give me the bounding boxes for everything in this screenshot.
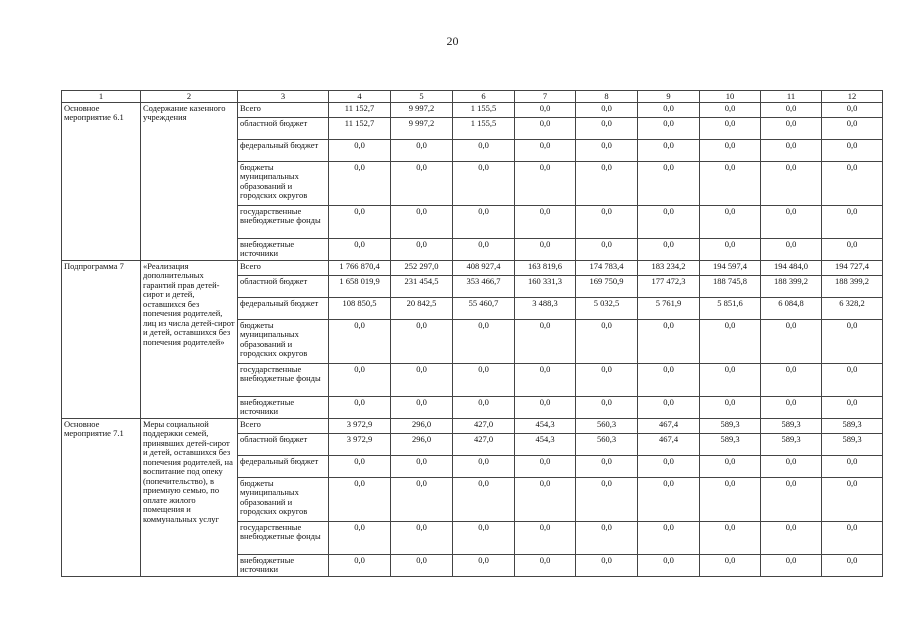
value-cell: 0,0: [638, 521, 700, 554]
value-cell: 3 972,9: [329, 433, 391, 455]
value-cell: 0,0: [638, 139, 700, 161]
funding-source-cell: Всего: [238, 418, 329, 433]
value-cell: 0,0: [761, 139, 822, 161]
funding-source-cell: федеральный бюджет: [238, 139, 329, 161]
value-cell: 427,0: [453, 433, 515, 455]
value-cell: 0,0: [576, 521, 638, 554]
value-cell: 1 658 019,9: [329, 275, 391, 297]
value-cell: 467,4: [638, 433, 700, 455]
value-cell: 194 727,4: [822, 260, 883, 275]
value-cell: 0,0: [329, 205, 391, 238]
value-cell: 589,3: [700, 433, 761, 455]
value-cell: 0,0: [453, 161, 515, 205]
column-number: 7: [515, 91, 576, 103]
value-cell: 0,0: [576, 319, 638, 363]
value-cell: 0,0: [700, 238, 761, 260]
value-cell: 0,0: [453, 363, 515, 396]
funding-source-cell: государственные внебюджетные фонды: [238, 363, 329, 396]
value-cell: 0,0: [576, 139, 638, 161]
value-cell: 296,0: [391, 433, 453, 455]
value-cell: 0,0: [700, 117, 761, 139]
value-cell: 0,0: [822, 477, 883, 521]
value-cell: 0,0: [576, 554, 638, 576]
value-cell: 589,3: [761, 418, 822, 433]
value-cell: 0,0: [822, 521, 883, 554]
value-cell: 467,4: [638, 418, 700, 433]
value-cell: 0,0: [576, 396, 638, 418]
value-cell: 427,0: [453, 418, 515, 433]
column-number: 3: [238, 91, 329, 103]
funding-source-cell: государственные внебюджетные фонды: [238, 205, 329, 238]
value-cell: 5 851,6: [700, 297, 761, 319]
value-cell: 108 850,5: [329, 297, 391, 319]
value-cell: 560,3: [576, 418, 638, 433]
value-cell: 0,0: [576, 455, 638, 477]
event-name-cell: Основное мероприятие 6.1: [62, 102, 141, 260]
column-number: 10: [700, 91, 761, 103]
value-cell: 0,0: [638, 477, 700, 521]
value-cell: 6 328,2: [822, 297, 883, 319]
value-cell: 0,0: [329, 521, 391, 554]
value-cell: 0,0: [761, 161, 822, 205]
value-cell: 174 783,4: [576, 260, 638, 275]
value-cell: 194 484,0: [761, 260, 822, 275]
value-cell: 3 972,9: [329, 418, 391, 433]
value-cell: 11 152,7: [329, 117, 391, 139]
value-cell: 0,0: [391, 363, 453, 396]
value-cell: 0,0: [453, 554, 515, 576]
event-description-cell: Меры социальной поддержки семей, принявших детей-сирот и детей, оставшихся без попечения родителей, на воспитание под опеку (попечительство), в приемную семью, по оплате жилого помещения и коммунальных услуг: [141, 418, 238, 576]
value-cell: 0,0: [822, 396, 883, 418]
value-cell: 296,0: [391, 418, 453, 433]
value-cell: 0,0: [822, 319, 883, 363]
value-cell: 589,3: [822, 433, 883, 455]
value-cell: 0,0: [822, 455, 883, 477]
value-cell: 20 842,5: [391, 297, 453, 319]
value-cell: 0,0: [453, 139, 515, 161]
value-cell: 177 472,3: [638, 275, 700, 297]
event-name-cell: Подпрограмма 7: [62, 260, 141, 418]
funding-source-cell: Всего: [238, 102, 329, 117]
value-cell: 0,0: [761, 396, 822, 418]
value-cell: 0,0: [638, 161, 700, 205]
value-cell: 0,0: [453, 477, 515, 521]
value-cell: 408 927,4: [453, 260, 515, 275]
value-cell: 0,0: [515, 455, 576, 477]
value-cell: 454,3: [515, 433, 576, 455]
value-cell: 0,0: [453, 396, 515, 418]
value-cell: 589,3: [822, 418, 883, 433]
value-cell: 0,0: [329, 554, 391, 576]
value-cell: 0,0: [761, 554, 822, 576]
value-cell: 188 399,2: [761, 275, 822, 297]
value-cell: 0,0: [638, 238, 700, 260]
value-cell: 0,0: [638, 455, 700, 477]
event-description-cell: Содержание казенного учреждения: [141, 102, 238, 260]
column-number: 12: [822, 91, 883, 103]
value-cell: 194 597,4: [700, 260, 761, 275]
value-cell: 0,0: [515, 117, 576, 139]
column-number: 1: [62, 91, 141, 103]
value-cell: 0,0: [700, 319, 761, 363]
value-cell: 0,0: [761, 477, 822, 521]
value-cell: 0,0: [700, 102, 761, 117]
value-cell: 0,0: [700, 477, 761, 521]
column-number: 4: [329, 91, 391, 103]
column-number: 8: [576, 91, 638, 103]
column-number: 2: [141, 91, 238, 103]
budget-table: [61, 90, 883, 577]
value-cell: 0,0: [515, 477, 576, 521]
value-cell: 0,0: [391, 521, 453, 554]
value-cell: 454,3: [515, 418, 576, 433]
value-cell: 169 750,9: [576, 275, 638, 297]
funding-source-cell: областной бюджет: [238, 117, 329, 139]
value-cell: 0,0: [576, 238, 638, 260]
value-cell: 9 997,2: [391, 102, 453, 117]
column-number: 11: [761, 91, 822, 103]
value-cell: 0,0: [329, 238, 391, 260]
value-cell: 0,0: [515, 319, 576, 363]
value-cell: 0,0: [576, 102, 638, 117]
value-cell: 5 032,5: [576, 297, 638, 319]
value-cell: 0,0: [515, 102, 576, 117]
value-cell: 0,0: [329, 139, 391, 161]
value-cell: 0,0: [329, 363, 391, 396]
value-cell: 0,0: [391, 139, 453, 161]
value-cell: 0,0: [391, 238, 453, 260]
value-cell: 0,0: [638, 396, 700, 418]
value-cell: 0,0: [453, 521, 515, 554]
table-row: [62, 102, 883, 117]
value-cell: 0,0: [515, 396, 576, 418]
value-cell: 0,0: [515, 205, 576, 238]
value-cell: 0,0: [453, 205, 515, 238]
value-cell: 160 331,3: [515, 275, 576, 297]
value-cell: 0,0: [822, 554, 883, 576]
value-cell: 11 152,7: [329, 102, 391, 117]
value-cell: 0,0: [329, 477, 391, 521]
value-cell: 0,0: [515, 139, 576, 161]
value-cell: 0,0: [700, 161, 761, 205]
funding-source-cell: бюджеты муниципальных образований и городских округов: [238, 477, 329, 521]
funding-source-cell: государственные внебюджетные фонды: [238, 521, 329, 554]
value-cell: 0,0: [453, 319, 515, 363]
value-cell: 0,0: [329, 161, 391, 205]
value-cell: 0,0: [638, 363, 700, 396]
funding-source-cell: федеральный бюджет: [238, 297, 329, 319]
value-cell: 589,3: [761, 433, 822, 455]
event-description-cell: «Реализация дополнительных гарантий прав детей-сирот и детей, оставшихся без попечения родителей, лиц из числа детей-сирот и детей, оставшихся без попечения родителей»: [141, 260, 238, 418]
value-cell: 0,0: [576, 161, 638, 205]
value-cell: 0,0: [822, 139, 883, 161]
event-name-cell: Основное мероприятие 7.1: [62, 418, 141, 576]
column-number-row: [62, 91, 883, 103]
value-cell: 0,0: [761, 238, 822, 260]
value-cell: 0,0: [576, 477, 638, 521]
table-row: [62, 418, 883, 433]
value-cell: 0,0: [761, 521, 822, 554]
value-cell: 0,0: [638, 102, 700, 117]
column-number: 5: [391, 91, 453, 103]
value-cell: 0,0: [329, 319, 391, 363]
value-cell: 0,0: [822, 117, 883, 139]
value-cell: 0,0: [391, 396, 453, 418]
value-cell: 353 466,7: [453, 275, 515, 297]
value-cell: 3 488,3: [515, 297, 576, 319]
value-cell: 0,0: [638, 319, 700, 363]
value-cell: 0,0: [638, 554, 700, 576]
value-cell: 5 761,9: [638, 297, 700, 319]
value-cell: 0,0: [515, 521, 576, 554]
value-cell: 1 155,5: [453, 117, 515, 139]
value-cell: 0,0: [576, 363, 638, 396]
value-cell: 6 084,8: [761, 297, 822, 319]
value-cell: 0,0: [391, 319, 453, 363]
value-cell: 0,0: [822, 238, 883, 260]
column-number: 9: [638, 91, 700, 103]
value-cell: 0,0: [761, 117, 822, 139]
value-cell: 0,0: [700, 554, 761, 576]
funding-source-cell: бюджеты муниципальных образований и городских округов: [238, 161, 329, 205]
value-cell: 252 297,0: [391, 260, 453, 275]
value-cell: 560,3: [576, 433, 638, 455]
value-cell: 9 997,2: [391, 117, 453, 139]
funding-source-cell: Всего: [238, 260, 329, 275]
value-cell: 0,0: [391, 455, 453, 477]
value-cell: 55 460,7: [453, 297, 515, 319]
value-cell: 1 766 870,4: [329, 260, 391, 275]
funding-source-cell: бюджеты муниципальных образований и городских округов: [238, 319, 329, 363]
funding-source-cell: внебюджетные источники: [238, 396, 329, 418]
value-cell: 1 155,5: [453, 102, 515, 117]
table-row: [62, 260, 883, 275]
value-cell: 0,0: [822, 102, 883, 117]
value-cell: 163 819,6: [515, 260, 576, 275]
column-number: 6: [453, 91, 515, 103]
value-cell: 0,0: [638, 205, 700, 238]
funding-source-cell: областной бюджет: [238, 433, 329, 455]
value-cell: 0,0: [761, 363, 822, 396]
value-cell: 0,0: [638, 117, 700, 139]
value-cell: 0,0: [822, 161, 883, 205]
page-number: 20: [446, 34, 459, 48]
value-cell: 231 454,5: [391, 275, 453, 297]
value-cell: 0,0: [453, 238, 515, 260]
funding-source-cell: федеральный бюджет: [238, 455, 329, 477]
value-cell: 0,0: [700, 139, 761, 161]
value-cell: 0,0: [576, 205, 638, 238]
value-cell: 0,0: [515, 238, 576, 260]
value-cell: 0,0: [700, 521, 761, 554]
value-cell: 188 399,2: [822, 275, 883, 297]
value-cell: 0,0: [391, 477, 453, 521]
table-body: [62, 91, 883, 577]
value-cell: 183 234,2: [638, 260, 700, 275]
value-cell: 0,0: [391, 554, 453, 576]
value-cell: 0,0: [515, 554, 576, 576]
value-cell: 589,3: [700, 418, 761, 433]
value-cell: 0,0: [761, 319, 822, 363]
value-cell: 0,0: [391, 205, 453, 238]
value-cell: 0,0: [329, 396, 391, 418]
value-cell: 0,0: [515, 363, 576, 396]
value-cell: 0,0: [761, 205, 822, 238]
value-cell: 0,0: [700, 396, 761, 418]
value-cell: 0,0: [453, 455, 515, 477]
value-cell: 0,0: [761, 102, 822, 117]
value-cell: 0,0: [822, 205, 883, 238]
value-cell: 0,0: [391, 161, 453, 205]
value-cell: 0,0: [515, 161, 576, 205]
funding-source-cell: внебюджетные источники: [238, 554, 329, 576]
value-cell: 0,0: [700, 205, 761, 238]
value-cell: 0,0: [761, 455, 822, 477]
value-cell: 188 745,8: [700, 275, 761, 297]
value-cell: 0,0: [329, 455, 391, 477]
funding-source-cell: внебюджетные источники: [238, 238, 329, 260]
value-cell: 0,0: [700, 363, 761, 396]
value-cell: 0,0: [576, 117, 638, 139]
value-cell: 0,0: [822, 363, 883, 396]
funding-source-cell: областной бюджет: [238, 275, 329, 297]
value-cell: 0,0: [700, 455, 761, 477]
